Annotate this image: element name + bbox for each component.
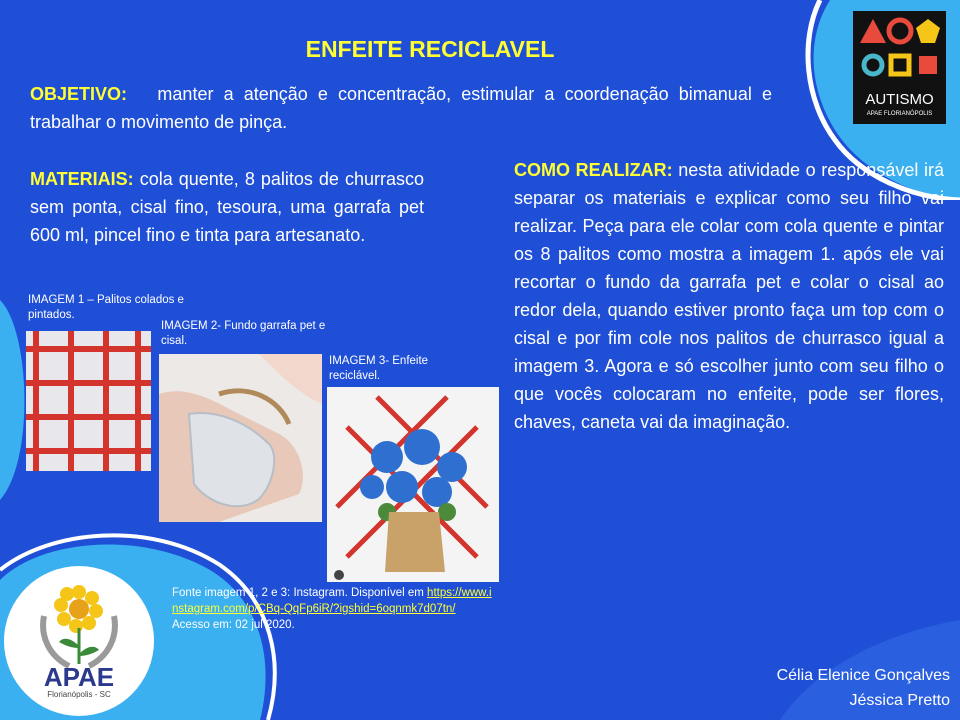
autismo-shapes-icon: [853, 13, 946, 85]
source-suffix: Acesso em: 02 jul 2020.: [172, 619, 295, 631]
image-2-photo: [159, 354, 322, 522]
objective-text: manter a atenção e concentração, estimular a coordenação bimanual e trabalhar o movimento de pinça.: [30, 84, 772, 132]
author-1: Célia Elenice Gonçalves: [776, 667, 950, 684]
objective-label: OBJETIVO:: [30, 84, 128, 104]
apae-logo: [4, 566, 154, 716]
source-text: [172, 585, 492, 633]
source-link[interactable]: https://www.instagram.com/p/CBq-QqFp6iR/?igshid=6oqnmk7d07tn/: [172, 587, 492, 615]
how-to-text: nesta atividade o responsável irá separar os materiais e explicar como seu filho vai realizar. Peça para ele colar com cola quente e pintar os 8 palitos como mostra a imagem 1. após ele vai recortar o fundo da garrafa pet e colar o cisal ao redor dela, quando estiver pronto faça um top com o cisal e por fim cole nos palitos de churrasco igual a imagem 3. Agora e só escolher junto com seu filho o que vocês colocaram no enfeite, pode ser flores, chaves, caneta vai da imaginação.: [514, 160, 944, 432]
autismo-logo: [853, 11, 946, 124]
autismo-logo-subtext: APAE FLORIANÓPOLIS: [866, 111, 933, 117]
objective-paragraph: [30, 80, 772, 136]
image-3-photo: [327, 387, 499, 582]
how-to-label: COMO REALIZAR:: [514, 160, 673, 180]
apae-logo-subtext: Florianópolis - SC: [47, 690, 111, 699]
apae-logo-text: APAE: [43, 662, 115, 692]
flower-ornament-icon: [327, 387, 499, 582]
image-2-caption: IMAGEM 2- Fundo garrafa pet e cisal.: [161, 320, 326, 347]
page-title: ENFEITE RECICLAVEL: [305, 36, 555, 62]
hands-bottle-icon: [159, 354, 322, 522]
image-1-caption: IMAGEM 1 – Palitos colados e pintados.: [28, 294, 184, 321]
materials-paragraph: [30, 165, 424, 249]
how-to-paragraph: [514, 156, 944, 436]
apae-flower-icon: [4, 576, 154, 676]
image-1-photo: [26, 331, 151, 471]
image-3-caption: IMAGEM 3- Enfeite reciclável.: [329, 355, 429, 382]
source-prefix: Fonte imagem 1, 2 e 3: Instagram. Disponível em: [172, 587, 424, 599]
author-2: Jéssica Pretto: [849, 692, 950, 709]
autismo-logo-text: AUTISMO: [865, 91, 934, 108]
materials-text: cola quente, 8 palitos de churrasco sem ponta, cisal fino, tesoura, uma garrafa pet 600 ml, pincel fino e tinta para artesanato.: [30, 169, 424, 245]
materials-label: MATERIAIS:: [30, 169, 134, 189]
red-grid-sticks-icon: [26, 331, 151, 471]
